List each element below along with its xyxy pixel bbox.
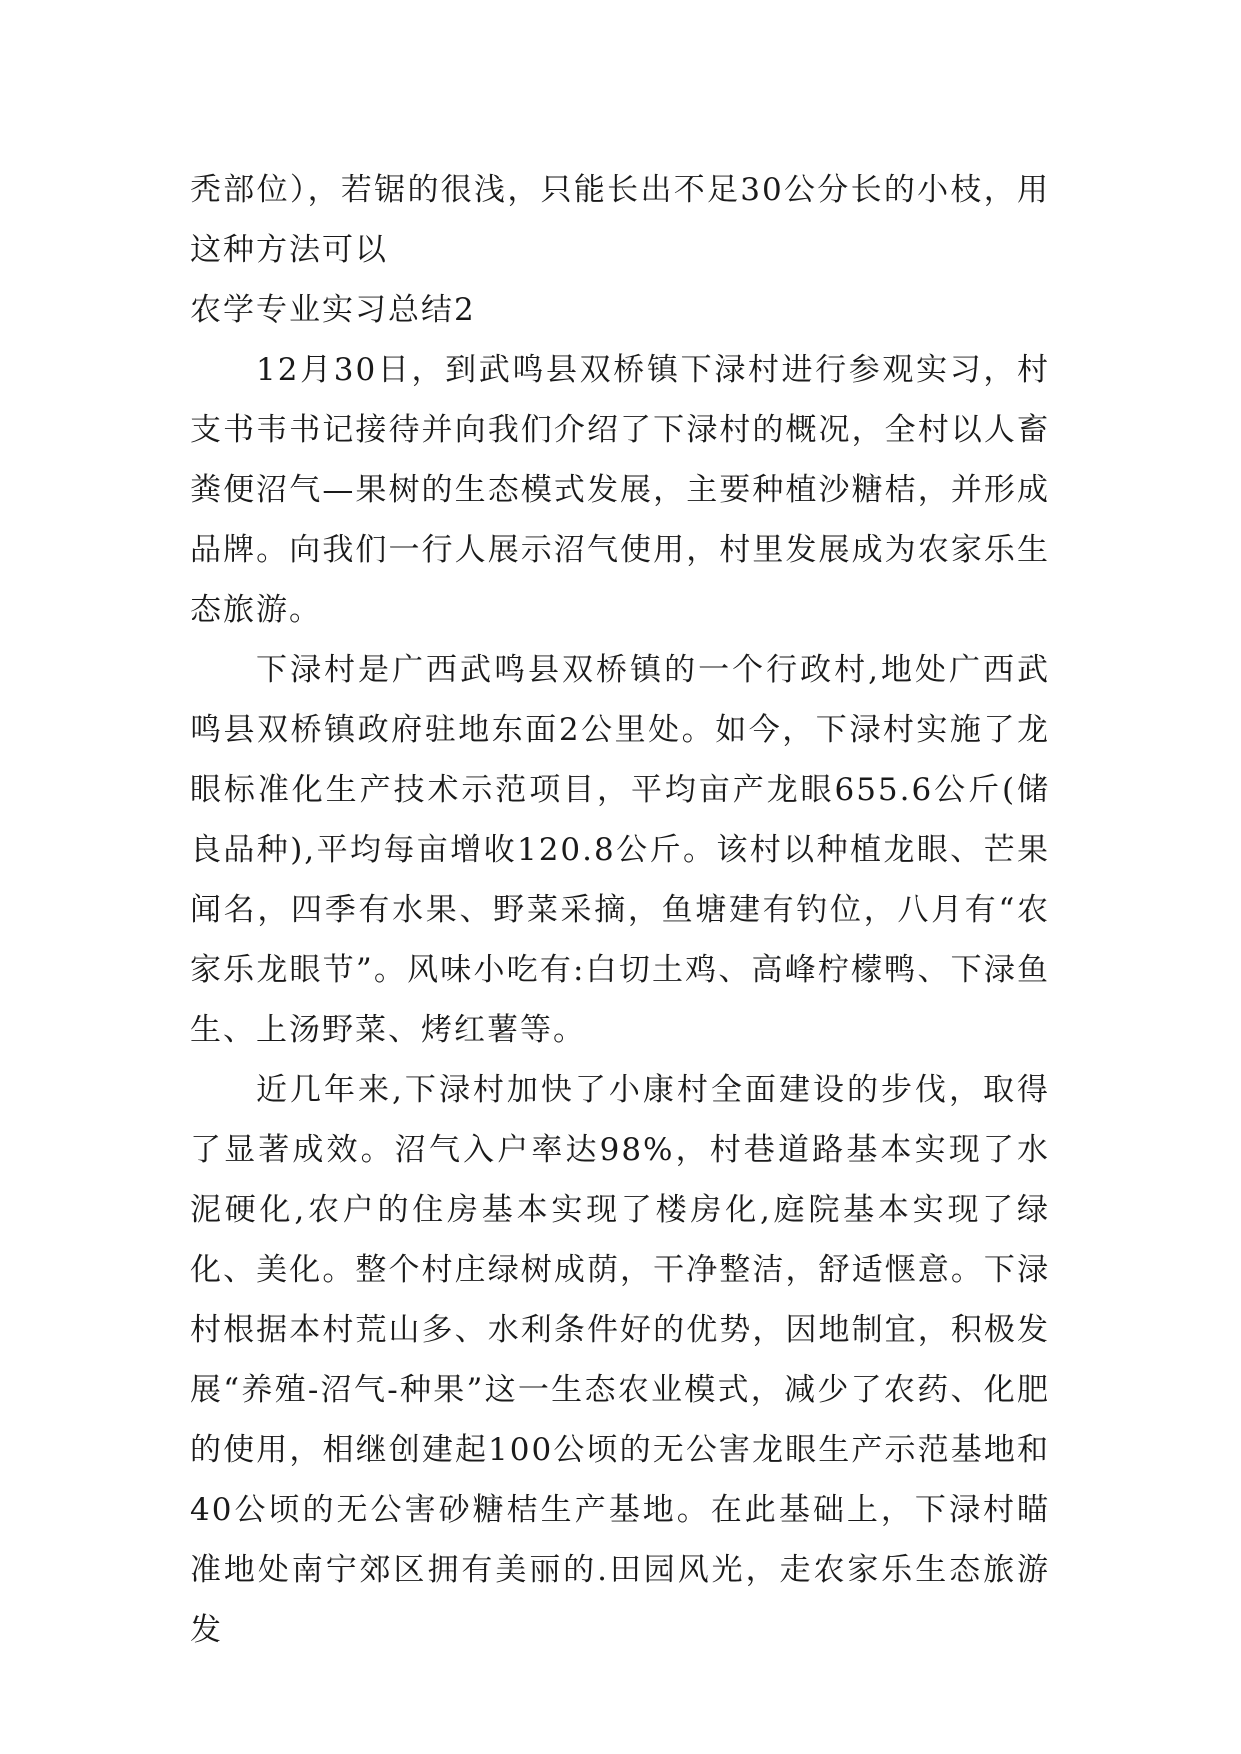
paragraph-visit: 12月30日，到武鸣县双桥镇下渌村进行参观实习，村支书韦书记接待并向我们介绍了下渌村的概况，全村以人畜粪便沼气—果树的生态模式发展，主要种植沙糖桔，并形成品牌。向我们一行人展示沼气使用，村里发展成为农家乐生态旅游。 [190, 352, 1050, 628]
section-title: 农学专业实习总结2 [190, 292, 476, 328]
paragraph-village-profile: 下渌村是广西武鸣县双桥镇的一个行政村,地处广西武鸣县双桥镇政府驻地东面2公里处。如今，下渌村实施了龙眼标准化生产技术示范项目，平均亩产龙眼655.6公斤(储良品种),平均每亩增收120.8公斤。该村以种植龙眼、芒果闻名，四季有水果、野菜采摘，鱼塘建有钓位，八月有“农家乐龙眼节”。风味小吃有:白切土鸡、高峰柠檬鸭、下渌鱼生、上汤野菜、烤红薯等。 [190, 652, 1050, 1048]
document-body [190, 160, 1050, 1660]
continuation-paragraph: 秃部位），若锯的很浅，只能长出不足30公分长的小枝，用这种方法可以 [190, 172, 1050, 268]
paragraph-development: 近几年来,下渌村加快了小康村全面建设的步伐，取得了显著成效。沼气入户率达98%，村巷道路基本实现了水泥硬化,农户的住房基本实现了楼房化,庭院基本实现了绿化、美化。整个村庄绿树成荫，干净整洁，舒适惬意。下渌村根据本村荒山多、水利条件好的优势，因地制宜，积极发展“养殖-沼气-种果”这一生态农业模式，减少了农药、化肥的使用，相继创建起100公顷的无公害龙眼生产示范基地和40公顷的无公害砂糖桔生产基地。在此基础上，下渌村瞄准地处南宁郊区拥有美丽的.田园风光，走农家乐生态旅游发 [190, 1072, 1050, 1648]
